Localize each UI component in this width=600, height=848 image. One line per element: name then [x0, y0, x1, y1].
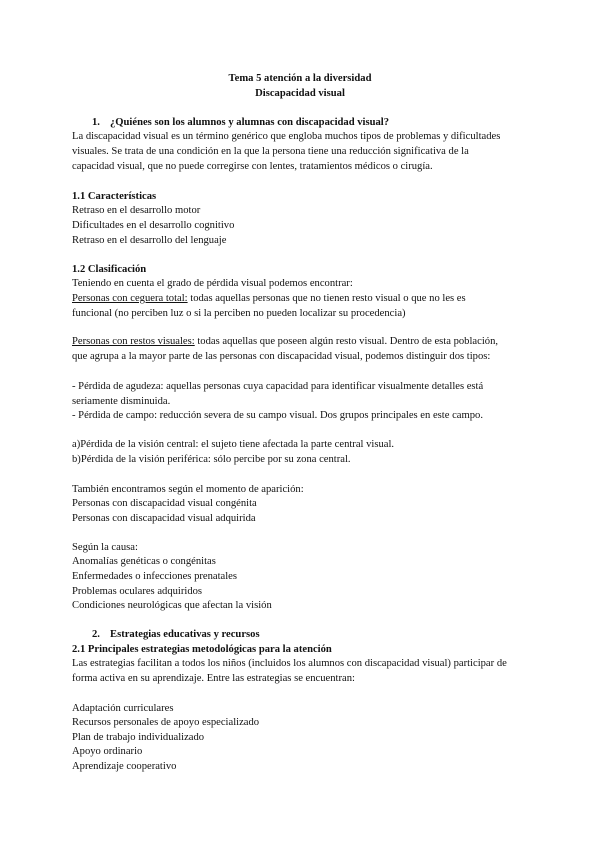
section-1-paragraph-line: capacidad visual, que no puede corregirse con lentes, tratamientos médicos o cirugía. — [72, 161, 433, 172]
perdida-vision-periferica: b)Pérdida de la visión periférica: sólo percibe por su zona central. — [72, 454, 351, 465]
section-2-number: 2. — [92, 629, 100, 640]
aparicion-intro: También encontramos según el momento de aparición: — [72, 484, 304, 495]
list-item: Plan de trabajo individualizado — [72, 732, 205, 743]
section-2-heading — [92, 628, 260, 642]
list-item: Retraso en el desarrollo motor — [72, 205, 201, 216]
restos-visuales-line — [72, 335, 498, 349]
perdida-agudeza: - Pérdida de agudeza: aquellas personas cuya capacidad para identificar visualmente detalles está — [72, 381, 484, 392]
section-1-number: 1. — [92, 117, 100, 128]
perdida-agudeza-cont: seriamente disminuida. — [72, 396, 171, 407]
restos-visuales-text: todas aquellas que poseen algún resto visual. Dentro de esta población, — [194, 336, 499, 347]
list-item: Personas con discapacidad visual adquirida — [72, 513, 256, 524]
document-subtitle: Discapacidad visual — [255, 88, 345, 99]
list-item: Retraso en el desarrollo del lenguaje — [72, 235, 227, 246]
list-item: Enfermedades o infecciones prenatales — [72, 571, 238, 582]
perdida-campo: - Pérdida de campo: reducción severa de su campo visual. Dos grupos principales en este campo. — [72, 410, 483, 421]
section-2-paragraph-line: forma activa en su aprendizaje. Entre las estrategias se encuentran: — [72, 673, 355, 684]
list-item: Anomalías genéticas o congénitas — [72, 556, 216, 567]
ceguera-total-label: Personas con ceguera total: — [72, 293, 188, 304]
list-item: Apoyo ordinario — [72, 746, 143, 757]
list-item: Aprendizaje cooperativo — [72, 761, 177, 772]
causa-intro: Según la causa: — [72, 542, 138, 553]
section-1-heading — [92, 116, 389, 130]
classification-intro: Teniendo en cuenta el grado de pérdida visual podemos encontrar: — [72, 278, 353, 289]
section-2-heading-text: Estrategias educativas y recursos — [110, 629, 260, 640]
list-item: Recursos personales de apoyo especializado — [72, 717, 260, 728]
list-item: Dificultades en el desarrollo cognitivo — [72, 220, 235, 231]
ceguera-total-text-cont: funcional (no perciben luz o si la perciben no pueden localizar su procedencia) — [72, 308, 406, 319]
document-title: Tema 5 atención a la diversidad — [228, 73, 372, 84]
list-item: Adaptación curriculares — [72, 703, 174, 714]
ceguera-total-text: todas aquellas personas que no tienen resto visual o que no les es — [187, 293, 466, 304]
list-item: Condiciones neurológicas que afectan la visión — [72, 600, 272, 611]
section-1-1-heading: 1.1 Características — [72, 191, 157, 202]
perdida-vision-central: a)Pérdida de la visión central: el sujeto tiene afectada la parte central visual. — [72, 439, 395, 450]
section-1-paragraph-line: visuales. Se trata de una condición en la que la persona tiene una reducción significativa de la — [72, 146, 469, 157]
section-2-1-heading: 2.1 Principales estrategias metodológicas para la atención — [72, 644, 332, 655]
section-1-heading-text: ¿Quiénes son los alumnos y alumnas con discapacidad visual? — [110, 117, 390, 128]
ceguera-total-line — [72, 292, 466, 306]
list-item: Personas con discapacidad visual congénita — [72, 498, 257, 509]
section-1-paragraph-line: La discapacidad visual es un término genérico que engloba muchos tipos de problemas y dificultades — [72, 131, 501, 142]
list-item: Problemas oculares adquiridos — [72, 586, 203, 597]
restos-visuales-text-cont: que agrupa a la mayor parte de las personas con discapacidad visual, podemos distinguir dos tipos: — [72, 351, 491, 362]
restos-visuales-label: Personas con restos visuales: — [72, 336, 195, 347]
section-1-2-heading: 1.2 Clasificación — [72, 264, 147, 275]
section-2-paragraph-line: Las estrategias facilitan a todos los niños (incluidos los alumnos con discapacidad visual) participar de — [72, 658, 507, 669]
